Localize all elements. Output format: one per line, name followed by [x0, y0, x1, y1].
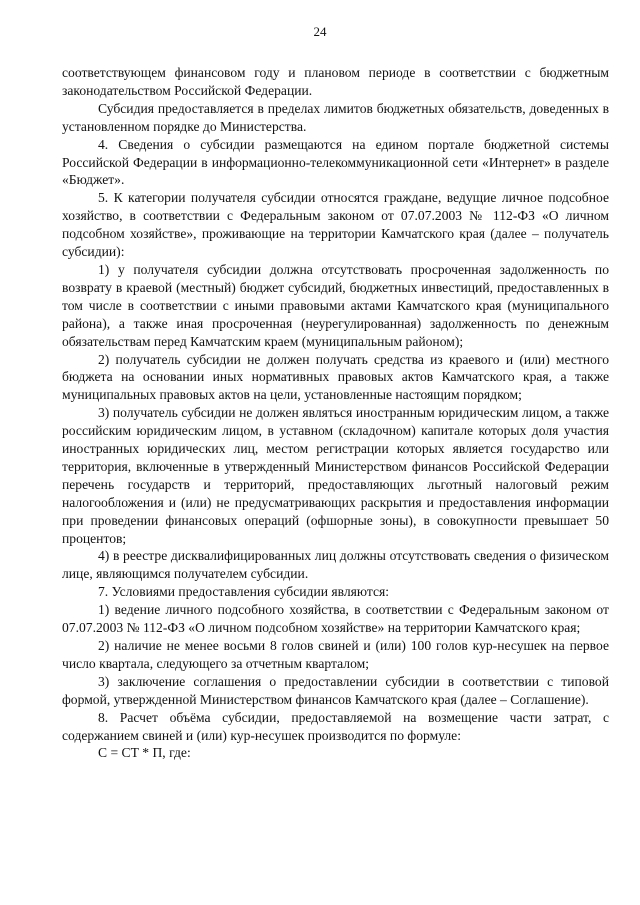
paragraph-5-item-4: 4) в реестре дисквалифицированных лиц должны отсутствовать сведения о физическом лице, являющимся получателем субсидии.: [62, 548, 609, 582]
paragraph-7-item-3: 3) заключение соглашения о предоставлении субсидии в соответствии с типовой формой, утвержденной Министерством финансов Камчатского края (далее – Соглашение).: [62, 673, 609, 707]
paragraph-subsidy-limits: Субсидия предоставляется в пределах лимитов бюджетных обязательств, доведенных в установленном порядке до Министерства.: [62, 100, 609, 134]
paragraph-7-conditions: 7. Условиями предоставления субсидии являются:: [98, 584, 390, 600]
page-number: 24: [313, 24, 327, 39]
paragraph-5-recipient-category: 5. К категории получателя субсидии относятся граждане, ведущие личное подсобное хозяйство, в соответствии с Федеральным законом от 07.07.2003 № 112-ФЗ «О личном подсобном хозяйстве», проживающие на территории Камчатского края (далее – получатель субсидии):: [62, 190, 609, 260]
paragraph-7-item-2: 2) наличие не менее восьми 8 голов свиней и (или) 100 голов кур-несушек на первое число квартала, следующего за отчетным кварталом;: [62, 638, 609, 671]
paragraph-5-item-3: 3) получатель субсидии не должен являться иностранным юридическим лицом, а также российским юридическим лицом, в уставном (складочном) капитале которых доля участия иностранных юридических лиц, местом регистрации которых является государство или территория, включенные в утвержденный Министерством финансов Российской Федерации перечень государств и территорий, предоставляющих льготный налоговый режим налогообложения и (или) не предусматривающих раскрытия и предоставления информации при проведении финансовых операций (офшорные зоны), в совокупности превышает 50 процентов;: [62, 405, 609, 546]
formula-line: С = СТ * П, где:: [98, 745, 191, 761]
paragraph-7-item-1: 1) ведение личного подсобного хозяйства, в соответствии с Федеральным законом от 07.07.2003 № 112-ФЗ «О личном подсобном хозяйстве» на территории Камчатского края;: [62, 602, 609, 636]
paragraph-8-calculation: 8. Расчет объёма субсидии, предоставляемой на возмещение части затрат, с содержанием свиней и (или) кур-несушек производится по формуле:: [62, 709, 609, 743]
paragraph-budget-legislation: соответствующем финансовом году и плановом периоде в соответствии с бюджетным законодательством Российской Федерации.: [62, 65, 609, 98]
paragraph-5-item-2: 2) получатель субсидии не должен получать средства из краевого и (или) местного бюджета на основании иных нормативных правовых актов Камчатского края, а также муниципальных правовых актов на цели, установленные настоящим порядком;: [62, 351, 609, 403]
paragraph-5-item-1: 1) у получателя субсидии должна отсутствовать просроченная задолженность по возврату в краевой (местный) бюджет субсидий, бюджетных инвестиций, предоставленных в том числе в соответствии с иными правовыми актами Камчатского края (муниципального района), а также иная просроченная (неурегулированная) задолженность по денежным обязательствам перед Камчатским краем (муниципальным районом);: [62, 261, 609, 349]
paragraph-4-subsidy-info: 4. Сведения о субсидии размещаются на едином портале бюджетной системы Российской Федерации в информационно-телекоммуникационной сети «Интернет» в разделе «Бюджет».: [62, 136, 609, 188]
document-body: [62, 64, 609, 762]
